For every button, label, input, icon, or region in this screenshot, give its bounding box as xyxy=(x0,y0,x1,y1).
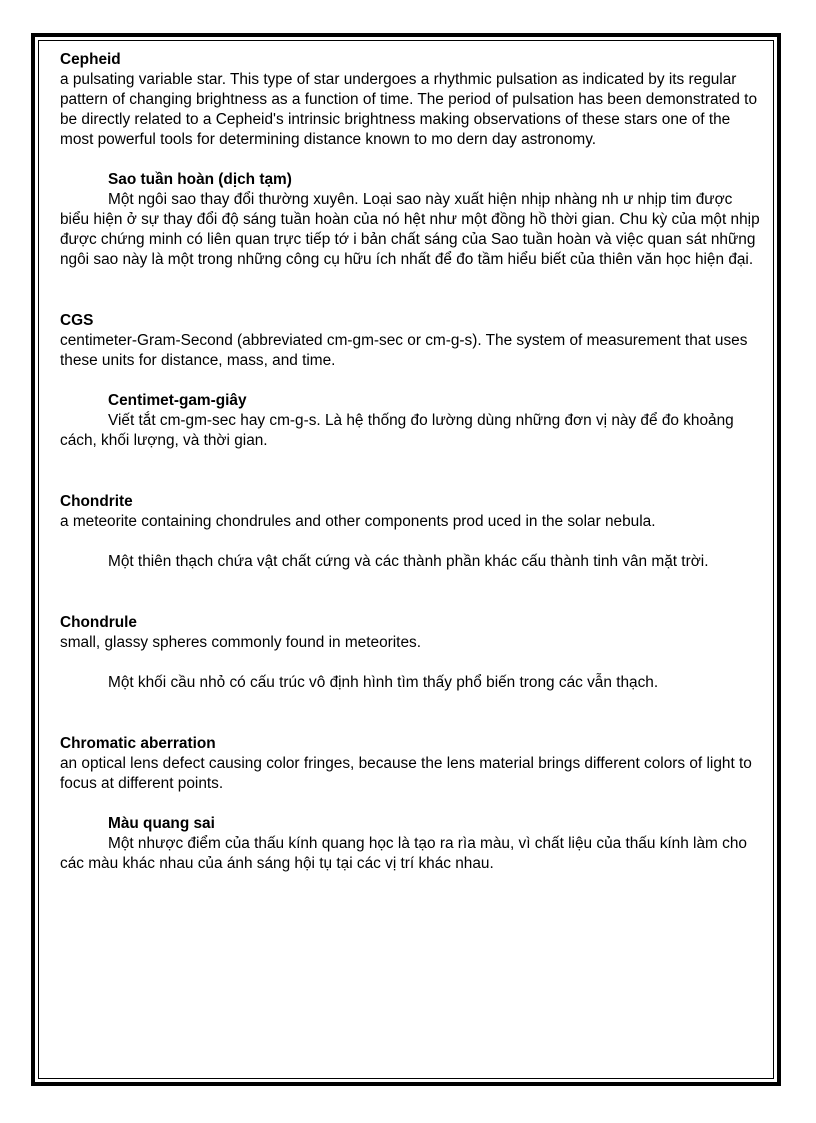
term-definition-en: a pulsating variable star. This type of star undergoes a rhythmic pulsation as indicated by its regular pattern of changing brightness as a function of time. The period of pulsation has been demonstrated to be directly related to a Cepheid's intrinsic brightness making observations of these stars one of the most powerful tools for determining distance known to mo dern day astronomy. xyxy=(60,71,758,148)
term-definition-en: a meteorite containing chondrules and other components prod uced in the solar nebula. xyxy=(60,513,656,530)
term-title: Chromatic aberration xyxy=(60,735,216,752)
term-definition-vi: Một ngôi sao thay đổi thường xuyên. Loại sao này xuất hiện nhịp nhàng nh ư nhịp tim được biểu hiện ở sự thay đổi độ sáng tuần hoàn của nó hệt như một đồng hồ thời gian. Chu kỳ của một nhịp được chứng minh có liên quan trực tiếp tớ i bản chất sáng của Sao tuần hoàn và việc quan sát những ngôi sao này là một trong những công cụ hữu ích nhất để đo tầm hiểu biết của thiên văn học hiện đại. xyxy=(60,191,760,268)
term-definition-en: small, glassy spheres commonly found in meteorites. xyxy=(60,634,421,651)
term-title-vi: Sao tuần hoàn (dịch tạm) xyxy=(108,171,292,188)
term-definition-en: an optical lens defect causing color fringes, because the lens material brings different colors of light to focus at different points. xyxy=(60,755,752,792)
term-definition-vi: Viết tắt cm-gm-sec hay cm-g-s. Là hệ thống đo lường dùng những đơn vị này để đo khoảng cách, khối lượng, và thời gian. xyxy=(60,412,734,449)
term-definition-vi: Một thiên thạch chứa vật chất cứng và các thành phần khác cấu thành tinh vân mặt trời. xyxy=(108,553,709,570)
term-definition-vi: Một khối cầu nhỏ có cấu trúc vô định hình tìm thấy phổ biến trong các vẫn thạch. xyxy=(108,674,659,691)
term-title: Chondrite xyxy=(60,493,133,510)
glossary-entry-cgs xyxy=(60,311,760,451)
term-definition-en: centimeter-Gram-Second (abbreviated cm-gm-sec or cm-g-s). The system of measurement that uses these units for distance, mass, and time. xyxy=(60,332,748,369)
term-title-vi: Màu quang sai xyxy=(108,815,215,832)
term-title: Cepheid xyxy=(60,51,121,68)
glossary-entry-cepheid xyxy=(60,50,760,270)
term-title: Chondrule xyxy=(60,614,137,631)
glossary-entry-chondrule xyxy=(60,613,760,693)
glossary-entry-chromatic-aberration xyxy=(60,734,760,874)
term-definition-vi: Một nhược điểm của thấu kính quang học là tạo ra rìa màu, vì chất liệu của thấu kính làm cho các màu khác nhau của ánh sáng hội tụ tại các vị trí khác nhau. xyxy=(60,835,747,872)
glossary-entry-chondrite xyxy=(60,492,760,572)
term-title-vi: Centimet-gam-giây xyxy=(108,392,247,409)
glossary-content xyxy=(60,50,760,874)
term-title: CGS xyxy=(60,312,94,329)
